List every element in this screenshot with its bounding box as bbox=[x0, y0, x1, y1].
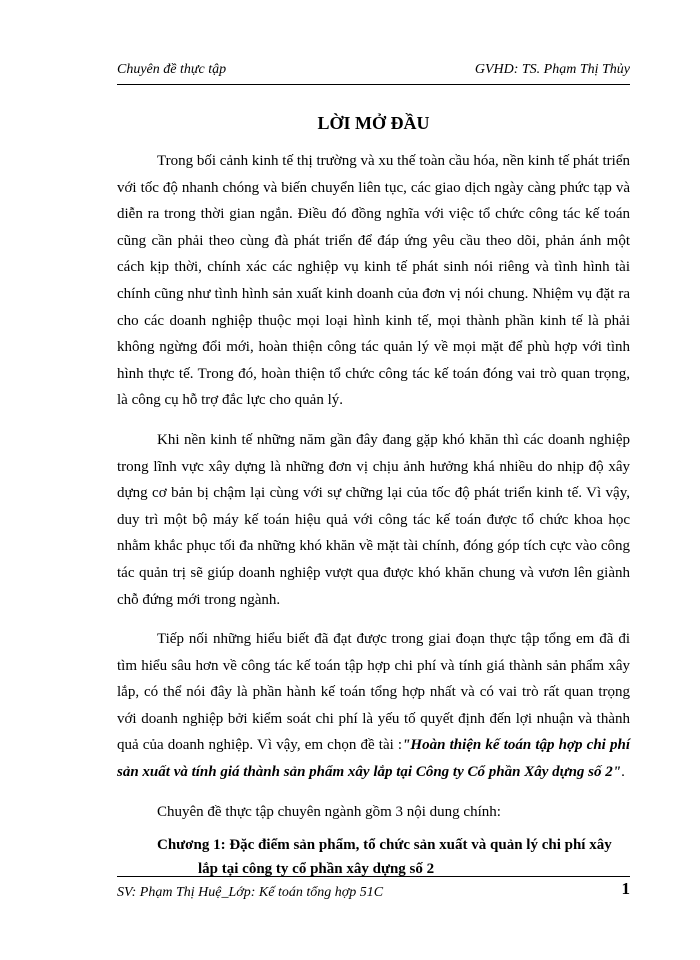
paragraph-1: Trong bối cảnh kinh tế thị trường và xu thế toàn cầu hóa, nền kinh tế phát triển với tốc độ nhanh chóng và biến chuyển liên tục, các giao dịch ngày càng phức tạp và diễn ra trong thời gian ngắn. Điều đó đồng nghĩa với việc tổ chức công tác kế toán cũng cần phải theo cùng đà phát triển để đáp ứng yêu cầu theo dõi, phản ánh một cách kịp thời, chính xác các nghiệp vụ kinh tế phát sinh nói riêng và tình hình tài chính cũng như tình hình sản xuất kinh doanh của đơn vị nói chung. Nhiệm vụ đặt ra cho các doanh nghiệp thuộc mọi loại hình kinh tế, mọi thành phần kinh tế là phải không ngừng đổi mới, hoàn thiện công tác quản lý về mọi mặt để phù hợp với tình hình thực tế. Trong đó, hoàn thiện tổ chức công tác kế toán đóng vai trò quan trọng, là công cụ hỗ trợ đắc lực cho quản lý. bbox=[117, 153, 630, 409]
header-course-title: Chuyên đề thực tập bbox=[117, 62, 227, 77]
footer-student-info: SV: Phạm Thị Huệ_Lớp: Kế toán tổng hợp 51C bbox=[117, 885, 384, 900]
paragraph-3-end: . bbox=[621, 764, 625, 781]
page-number: 1 bbox=[621, 879, 630, 898]
paragraph-4: Chuyên đề thực tập chuyên ngành gồm 3 nội dung chính: bbox=[157, 803, 501, 820]
paragraph-3-intro: Tiếp nối những hiểu biết đã đạt được trong giai đoạn thực tập tổng em đã đi tìm hiểu sâu hơn về công tác kế toán tập hợp chi phí và tính giá thành sản phẩm xây lắp, có thể nói đây là phần hành kế toán tổng hợp nhất và có vai trò rất quan trọng với doanh nghiệp bởi kiểm soát chi phí là yếu tố quyết định đến lợi nhuận và thành quả của doanh nghiệp. Vì vậy, em chọn đề tài : bbox=[117, 631, 630, 754]
page-footer bbox=[117, 876, 630, 901]
thesis-topic: "Hoàn thiện kế toán tập hợp chi phí sản xuất và tính giá thành sản phẩm xây lắp tại Công ty Cổ phần Xây dựng số 2" bbox=[117, 737, 631, 781]
header-supervisor: GVHD: TS. Phạm Thị Thủy bbox=[474, 62, 630, 77]
paragraph-2: Khi nền kinh tế những năm gần đây đang gặp khó khăn thì các doanh nghiệp trong lĩnh vực xây dựng là những đơn vị chịu ảnh hưởng khá nhiều do nhịp độ xây dựng cơ bản bị chậm lại cùng với sự chững lại của tốc độ phát triển kinh tế. Vì vậy, duy trì một bộ máy kế toán hiệu quả với công tác kế toán được tổ chức khoa học nhằm khắc phục tối đa những khó khăn về mặt tài chính, đóng góp tích cực vào công tác quản trị sẽ giúp doanh nghiệp vượt qua được khó khăn chung và vươn lên giành chỗ đứng mới trong ngành. bbox=[117, 431, 630, 608]
chapter-1-line-1: Chương 1: Đặc điểm sản phẩm, tổ chức sản xuất và quản lý chi phí xây bbox=[157, 837, 612, 854]
chapter-1-line-2: lắp tại công ty cổ phần xây dựng số 2 bbox=[198, 861, 435, 878]
page-title: LỜI MỞ ĐẦU bbox=[317, 113, 430, 133]
document-body bbox=[117, 148, 630, 881]
page-header bbox=[117, 62, 630, 85]
paragraph-3 bbox=[117, 626, 630, 786]
chapter-1-heading bbox=[157, 833, 630, 881]
